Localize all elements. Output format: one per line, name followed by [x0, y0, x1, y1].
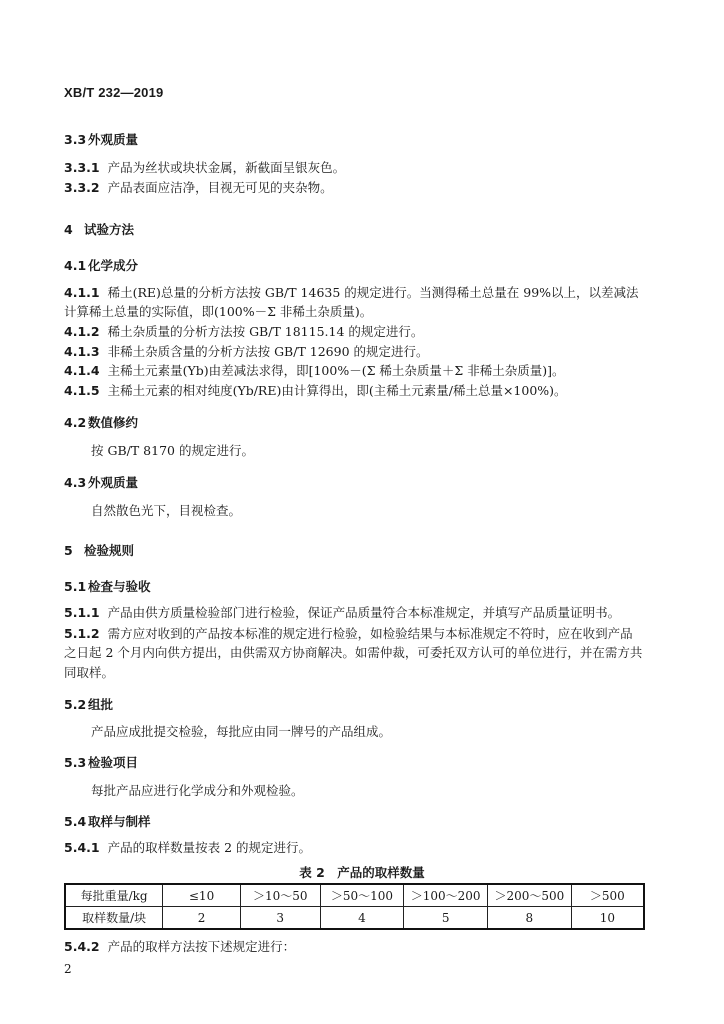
table-cell: 8 — [488, 907, 572, 930]
clause-number: 4.1.5 — [64, 383, 100, 398]
clause-number: 5.1.1 — [64, 605, 100, 620]
standard-number: XB/T 232—2019 — [64, 85, 164, 100]
clause-5-4-2 — [64, 937, 295, 957]
heading-3-3 — [64, 130, 138, 148]
clause-text: 需方应对收到的产品按本标准的规定进行检验，如检验结果与本标准规定不符时，应在收到产品 — [107, 626, 633, 641]
clause-text: 产品由供方质量检验部门进行检验，保证产品质量符合本标准规定，并填写产品质量证明书。 — [107, 605, 621, 620]
heading-number: 4 — [64, 222, 73, 237]
clause-3-3-2 — [64, 178, 333, 198]
clause-5-1-2-continued-2: 同取样。 — [64, 665, 115, 680]
heading-title: 外观质量 — [88, 475, 139, 490]
clause-4-1-3 — [64, 342, 429, 362]
heading-5-2 — [64, 695, 113, 713]
heading-5-4 — [64, 812, 151, 830]
heading-4-3 — [64, 473, 138, 491]
clause-4-1-1 — [64, 283, 639, 303]
heading-5 — [64, 541, 134, 559]
table-cell: 3 — [240, 907, 320, 930]
clause-4-1-5 — [64, 381, 567, 401]
clause-4-1-1-continued: 计算稀土总量的实际值，即(100%－Σ 非稀土杂质量)。 — [64, 304, 373, 319]
clause-text: 主稀土元素量(Yb)由差减法求得，即[100%－(Σ 稀土杂质量＋Σ 非稀土杂质量)]。 — [107, 363, 565, 378]
page-number: 2 — [64, 962, 72, 976]
clause-5-1-2-continued: 之日起 2 个月内向供方提出，由供需双方协商解决。如需仲裁，可委托双方认可的单位进行，并在需方共 — [64, 645, 643, 660]
clause-text: 稀土(RE)总量的分析方法按 GB/T 14635 的规定进行。当测得稀土总量在 99%以上，以差减法 — [107, 285, 639, 300]
table-cell: ≤10 — [163, 884, 241, 907]
table-cell: ＞50～100 — [320, 884, 404, 907]
heading-number: 5.3 — [64, 755, 87, 770]
heading-4-1 — [64, 256, 138, 274]
paragraph-5-3: 每批产品应进行化学成分和外观检验。 — [91, 783, 304, 798]
table-cell: 5 — [404, 907, 488, 930]
clause-text: 产品为丝状或块状金属，新截面呈银灰色。 — [107, 160, 346, 175]
heading-number: 4.1 — [64, 258, 87, 273]
heading-title: 化学成分 — [88, 258, 139, 273]
clause-5-1-2 — [64, 624, 633, 644]
table-cell: ＞100～200 — [404, 884, 488, 907]
clause-number: 4.1.3 — [64, 344, 100, 359]
heading-4-2 — [64, 413, 138, 431]
heading-title: 检验项目 — [88, 755, 139, 770]
clause-3-3-1 — [64, 158, 345, 178]
table-cell: 取样数量/块 — [65, 907, 163, 930]
clause-number: 5.4.2 — [64, 939, 100, 954]
clause-text: 产品的取样数量按表 2 的规定进行。 — [107, 840, 311, 855]
clause-number: 4.1.4 — [64, 363, 100, 378]
heading-number: 4.3 — [64, 475, 87, 490]
clause-text: 产品表面应洁净，目视无可见的夹杂物。 — [107, 180, 333, 195]
clause-number: 4.1.1 — [64, 285, 100, 300]
clause-5-4-1 — [64, 838, 311, 858]
heading-number: 5.4 — [64, 814, 87, 829]
paragraph-5-2: 产品应成批提交检验，每批应由同一牌号的产品组成。 — [91, 724, 392, 739]
clause-number: 3.3.2 — [64, 180, 100, 195]
clause-5-1-1 — [64, 603, 620, 623]
table-row — [65, 907, 644, 930]
clause-number: 4.1.2 — [64, 324, 100, 339]
clause-number: 5.1.2 — [64, 626, 100, 641]
heading-5-3 — [64, 753, 138, 771]
clause-text: 稀土杂质量的分析方法按 GB/T 18115.14 的规定进行。 — [107, 324, 424, 339]
clause-text: 主稀土元素的相对纯度(Yb/RE)由计算得出，即(主稀土元素量/稀土总量×100%)。 — [107, 383, 567, 398]
heading-number: 5 — [64, 543, 73, 558]
table-caption: 表 2 产品的取样数量 — [299, 865, 425, 880]
heading-title: 数值修约 — [88, 415, 139, 430]
heading-title: 检查与验收 — [88, 579, 151, 594]
heading-title: 外观质量 — [88, 132, 139, 147]
sampling-table — [64, 883, 645, 930]
paragraph-4-2: 按 GB/T 8170 的规定进行。 — [91, 443, 254, 458]
heading-number: 4.2 — [64, 415, 87, 430]
paragraph-4-3: 自然散色光下，目视检查。 — [91, 503, 242, 518]
table-cell: ＞10～50 — [240, 884, 320, 907]
table-cell: 2 — [163, 907, 241, 930]
table-cell: 4 — [320, 907, 404, 930]
table-cell: ＞500 — [571, 884, 644, 907]
table-cell: 10 — [571, 907, 644, 930]
heading-number: 3.3 — [64, 132, 87, 147]
table-cell: 每批重量/kg — [65, 884, 163, 907]
heading-number: 5.1 — [64, 579, 87, 594]
heading-title: 取样与制样 — [88, 814, 151, 829]
heading-title: 检验规则 — [84, 543, 135, 558]
heading-5-1 — [64, 577, 151, 595]
clause-text: 产品的取样方法按下述规定进行： — [107, 939, 296, 954]
table-row — [65, 884, 644, 907]
clause-text: 非稀土杂质含量的分析方法按 GB/T 12690 的规定进行。 — [107, 344, 429, 359]
heading-title: 组批 — [88, 697, 114, 712]
clause-number: 3.3.1 — [64, 160, 100, 175]
heading-4 — [64, 220, 134, 238]
heading-number: 5.2 — [64, 697, 87, 712]
table-cell: ＞200～500 — [488, 884, 572, 907]
clause-4-1-2 — [64, 322, 423, 342]
heading-title: 试验方法 — [84, 222, 135, 237]
clause-number: 5.4.1 — [64, 840, 100, 855]
clause-4-1-4 — [64, 361, 564, 381]
